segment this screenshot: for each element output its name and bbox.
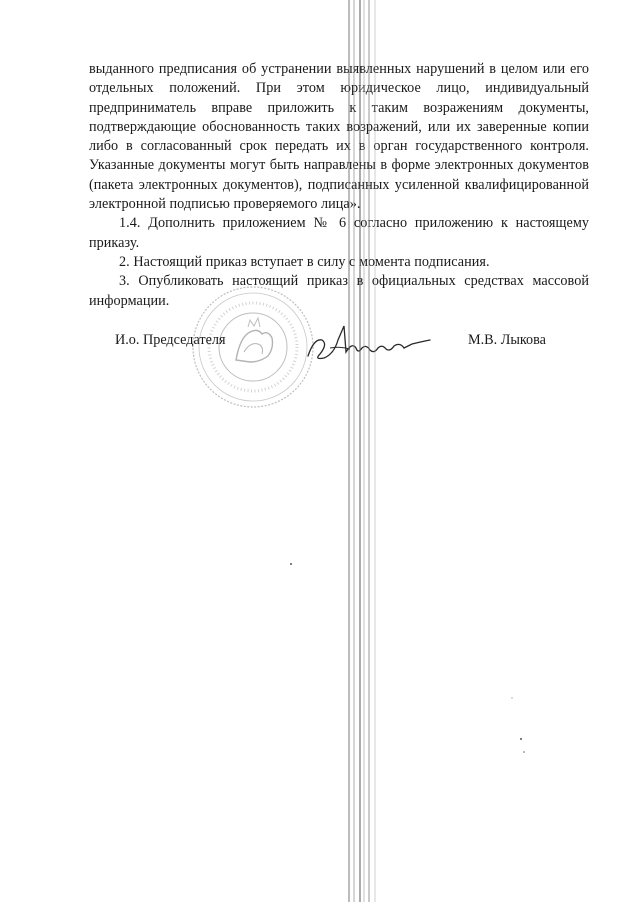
paragraph-item-1-4: 1.4. Дополнить приложением № 6 согласно приложению к настоящему приказу. [89, 215, 589, 251]
signatory-name: М.В. Лыкова [468, 332, 546, 348]
signature-block [0, 332, 640, 356]
paragraph-item-3: 3. Опубликовать настоящий приказ в официальных средствах массовой информации. [89, 273, 589, 309]
signatory-title: И.о. Председателя [115, 332, 226, 348]
paragraph-item-2: 2. Настоящий приказ вступает в силу с момента подписания. [119, 253, 490, 270]
document-body [89, 60, 589, 311]
paragraph-continuation: выданного предписания об устранении выявленных нарушений в целом или его отдельных положений. При этом юридическое лицо, индивидуальный предприниматель вправе приложить к таким возражениям документы, подтверждающие обоснованность таких возражений, или их заверенные копии либо в согласованный срок передать их в орган государственного контроля. Указанные документы могут быть направлены в форме электронных документов (пакета электронных документов), подписанных усиленной квалифицированной электронной подписью проверяемого лица». [89, 61, 589, 213]
